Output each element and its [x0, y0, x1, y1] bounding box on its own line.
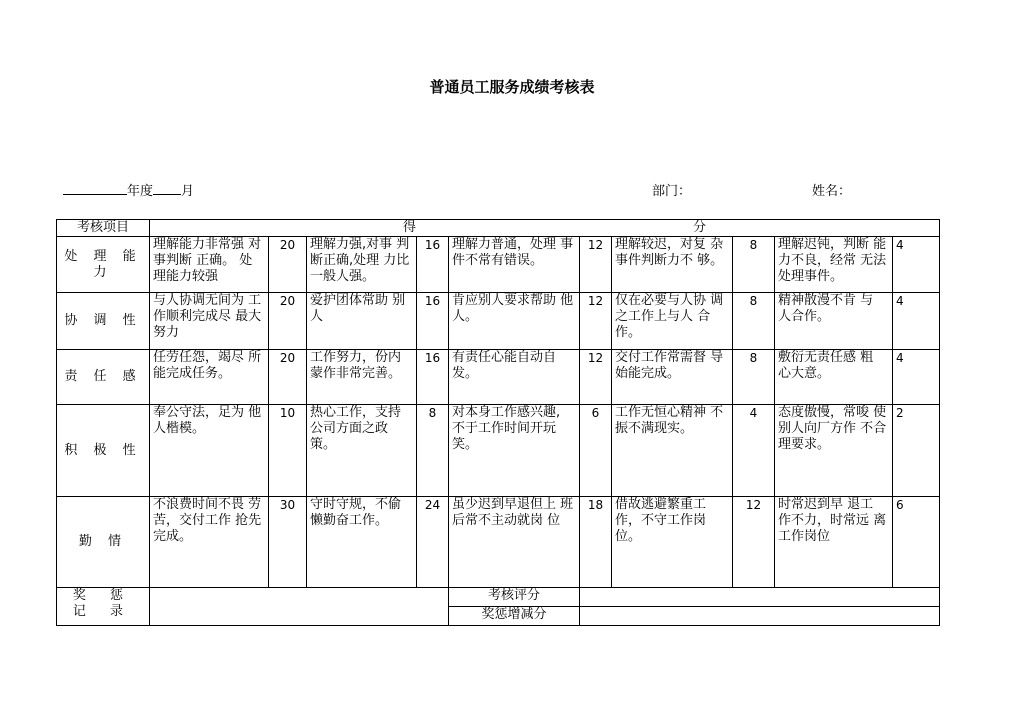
criteria-cell: 理解力强,对事 判断正确,处理 力比一般人强。	[307, 237, 417, 293]
criteria-cell: 奉公守法，足为 他人楷模。	[150, 405, 269, 497]
criteria-cell: 对本身工作感兴趣, 不于工作时间开玩 笑。	[449, 405, 580, 497]
criteria-cell: 任劳任怨，竭尽 所能完成任务。	[150, 350, 269, 405]
month-blank[interactable]	[153, 181, 181, 195]
criteria-cell: 工作努力，份内 蒙作非常完善。	[307, 350, 417, 405]
item-label: 积 极 性	[57, 405, 150, 497]
score-cell[interactable]: 20	[269, 350, 307, 405]
evaluation-score-label: 考核评分	[449, 588, 580, 607]
score-cell[interactable]: 8	[417, 405, 449, 497]
score-cell[interactable]: 12	[580, 350, 612, 405]
score-header-char-2: 分	[693, 220, 707, 235]
criteria-cell: 态度傲慢，常唆 使别人向厂方作 不合理要求。	[775, 405, 893, 497]
evaluation-score-field[interactable]	[580, 588, 940, 607]
reward-adjust-label: 奖惩增减分	[449, 607, 580, 626]
score-cell[interactable]: 18	[580, 497, 612, 588]
department-label: 部门：	[652, 184, 692, 199]
criteria-cell: 工作无恒心精神 不振不满现实。	[612, 405, 733, 497]
table-row	[57, 405, 940, 497]
criteria-cell: 理解能力非常强 对事判断 正确。 处理能力较强	[150, 237, 269, 293]
item-label: 处 理 能 力	[57, 237, 150, 293]
score-cell[interactable]: 10	[269, 405, 307, 497]
criteria-cell: 热心工作，支持 公司方面之政 策。	[307, 405, 417, 497]
assessment-table	[56, 219, 940, 626]
score-cell[interactable]: 4	[893, 293, 940, 350]
score-cell[interactable]: 24	[417, 497, 449, 588]
reward-record-label: 奖 惩 记 录	[57, 588, 150, 626]
table-row	[57, 497, 940, 588]
score-cell[interactable]: 16	[417, 237, 449, 293]
item-label: 勤 情	[57, 497, 150, 588]
score-cell[interactable]: 30	[269, 497, 307, 588]
criteria-cell: 时常迟到早 退工 作不力，时常远 离工作岗位	[775, 497, 893, 588]
year-month-field	[63, 180, 194, 199]
criteria-cell: 精神散漫不肯 与 人合作。	[775, 293, 893, 350]
criteria-cell: 仅在必要与人协 调之工作上与人 合作。	[612, 293, 733, 350]
score-cell[interactable]: 4	[893, 237, 940, 293]
criteria-cell: 借故逃避繁重工 作，不守工作岗 位。	[612, 497, 733, 588]
year-label: 年度	[127, 184, 154, 199]
criteria-cell: 不浪费时间不畏 劳苦，交付工作 抢先完成。	[150, 497, 269, 588]
score-cell[interactable]: 6	[580, 405, 612, 497]
criteria-cell: 敷衍无责任感 粗 心大意。	[775, 350, 893, 405]
table-row	[57, 293, 940, 350]
score-cell[interactable]: 8	[733, 350, 775, 405]
score-cell[interactable]: 4	[733, 405, 775, 497]
table-row	[57, 237, 940, 293]
criteria-cell: 守时守规，不偷 懒勤奋工作。	[307, 497, 417, 588]
criteria-cell: 理解迟钝，判断 能力不良，经常 无法 处理事件。	[775, 237, 893, 293]
score-cell[interactable]: 12	[580, 293, 612, 350]
reward-record-field[interactable]	[150, 588, 449, 626]
score-cell[interactable]: 16	[417, 350, 449, 405]
score-cell[interactable]: 12	[580, 237, 612, 293]
score-cell[interactable]: 6	[893, 497, 940, 588]
column-header-score	[150, 220, 940, 237]
score-cell[interactable]: 12	[733, 497, 775, 588]
score-cell[interactable]: 16	[417, 293, 449, 350]
score-cell[interactable]: 8	[733, 293, 775, 350]
score-header-char-1: 得	[403, 220, 417, 235]
item-label: 协 调 性	[57, 293, 150, 350]
criteria-cell: 有责任心能自动自 发。	[449, 350, 580, 405]
criteria-cell: 爱护团体常助 别人	[307, 293, 417, 350]
criteria-cell: 交付工作常需督 导始能完成。	[612, 350, 733, 405]
year-blank[interactable]	[63, 181, 127, 195]
form-title: 普通员工服务成绩考核表	[429, 78, 595, 96]
criteria-cell: 虽少迟到早退但上 班后常不主动就岗 位	[449, 497, 580, 588]
score-cell[interactable]: 20	[269, 293, 307, 350]
score-cell[interactable]: 4	[893, 350, 940, 405]
table-header-row	[57, 220, 940, 237]
criteria-cell: 与人协调无间为 工作顺利完成尽 最大努力	[150, 293, 269, 350]
table-row	[57, 350, 940, 405]
score-cell[interactable]: 2	[893, 405, 940, 497]
month-label: 月	[181, 184, 195, 199]
criteria-cell: 理解较迟，对复 杂事件判断力不 够。	[612, 237, 733, 293]
score-cell[interactable]: 20	[269, 237, 307, 293]
column-header-item: 考核项目	[57, 220, 150, 237]
reward-adjust-field[interactable]	[580, 607, 940, 626]
score-cell[interactable]: 8	[733, 237, 775, 293]
name-label: 姓名：	[812, 184, 852, 199]
item-label: 责 任 感	[57, 350, 150, 405]
criteria-cell: 理解力普通，处理 事件不常有错误。	[449, 237, 580, 293]
footer-row	[57, 588, 940, 607]
criteria-cell: 肯应别人要求帮助 他人。	[449, 293, 580, 350]
